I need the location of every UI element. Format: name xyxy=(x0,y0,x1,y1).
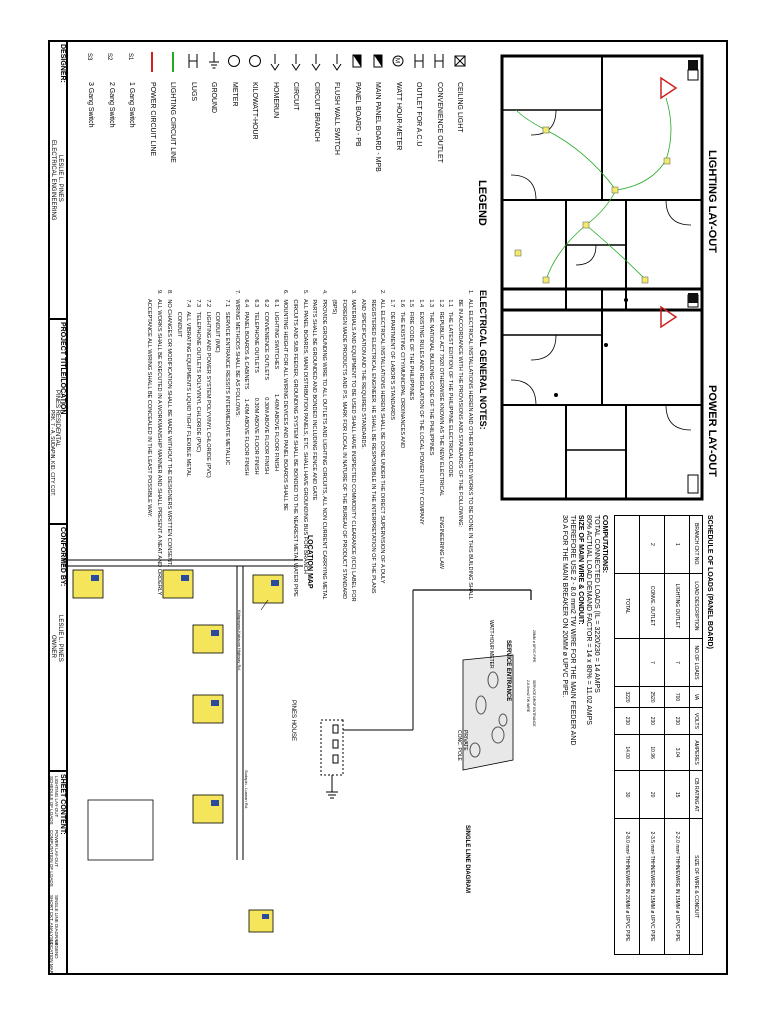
watt-hour-meter-label: WATT-HOUR METER xyxy=(488,620,494,669)
legend-item-label: 1 Gang Switch xyxy=(128,82,136,128)
note-line: AND SPECIFICATION AND THE REQUIRED STANDARDS. xyxy=(359,290,366,449)
computation-line: SIZE OF MAIN WIRE & CONDUIT: xyxy=(576,515,584,625)
note-line: 6.2 CONVENIENCE OUTLETS 0.30M ABOVE FLOOR FINISH xyxy=(262,290,269,475)
note-line: 4. PROVIDE GROUNDING WIRE TO ALL OUTLETS AND LIGHTING CIRCUITS, ALL NON CURRENT CARRYING METAL xyxy=(321,290,328,600)
note-line: 3. MATERIALS AND EQUIPMENT TO BE USED SHALL HAVE INSPECTED COMMODITY CLEARANCE (ICC) LABEL FOR xyxy=(350,290,357,602)
note-line: 8. NO CHANGES OR MODIFICATION SHALL BE MADE WITHOUT THE DESIGNERS WRITTEN CONSENT. xyxy=(165,290,172,567)
legend-item-label: PANEL BOARD - PB xyxy=(353,82,361,147)
legend-panel xyxy=(68,50,488,290)
note-line: 1.7 DEPARTMENT OF LABOR'S STANDARDS xyxy=(389,290,396,420)
table-row xyxy=(615,516,640,955)
single-line-title: SINGLE LINE DIAGRAM xyxy=(464,825,470,894)
schedule-cell: 230 xyxy=(665,708,690,735)
note-line: 2. ALL ELECTRICAL INSTALLATIONS HEREIN SHALL BE DONE UNDER THE DIRECT SUPERVISION OF A DULY xyxy=(379,290,386,584)
schedule-cell: 15 xyxy=(665,771,690,819)
note-line: FOREIGN MADE PRODUCTS AND P.S. MARK FOR LOCAL IN NATURE OF THE BUREAU OF PRODUCT STANDARD xyxy=(340,290,347,600)
service-entrance-label: SERVICE ENTRANCE xyxy=(505,640,511,702)
sheet-content-col3 xyxy=(49,940,59,974)
schedule-table xyxy=(614,515,703,955)
table-row xyxy=(640,516,665,955)
title-block-divider xyxy=(48,770,68,772)
note-line: 6.3 TELEPHONE OUTLETS 0.30M ABOVE FLOOR FINISH xyxy=(253,290,260,475)
legend-item-label: METER xyxy=(230,82,238,107)
service-entrance-diagram xyxy=(308,530,543,960)
computations-heading: COMPUTATIONS: xyxy=(601,515,608,574)
flush-wall-switch-icon xyxy=(330,50,344,74)
legend-list xyxy=(81,50,471,290)
sheet-content-col1c xyxy=(49,776,54,825)
schedule-cell: 10.96 xyxy=(640,734,665,771)
schedule-header-cell: VA xyxy=(690,686,703,707)
svg-text:M: M xyxy=(393,58,400,63)
schedule-cell: 700 xyxy=(665,686,690,707)
sheet-content-col2 xyxy=(49,895,59,945)
legend-item xyxy=(163,50,184,290)
schedule-header-cell: VOLTS xyxy=(690,708,703,735)
legend-item xyxy=(101,50,122,290)
main-panel-board-icon xyxy=(371,50,385,74)
pines-house-label: PINES HOUSE xyxy=(290,700,296,742)
sheet-content-item: SHORT CKT. ANALYSIS xyxy=(48,895,54,945)
note-line: ACCEPTANCE ALL WIRING SHALL BE CONCEALED IN THE LEAST POSSIBLE WAY. xyxy=(146,290,153,518)
legend-item xyxy=(183,50,204,290)
legend-item-label: WATT HOUR-METER xyxy=(394,82,402,151)
power-circuit-line-icon xyxy=(145,50,159,74)
legend-item xyxy=(245,50,266,290)
schedule-cell xyxy=(615,639,640,687)
note-line: 1.6 THE EXISTING CITY/MUNICIPAL ORDINANCES AND xyxy=(398,290,405,449)
sheet-content-item: POWER LAY-OUT xyxy=(54,830,59,868)
note-line: 1.5 FIRE CODE OF THE PHILIPPINES xyxy=(408,290,415,401)
svg-text:S3: S3 xyxy=(85,53,92,61)
service-small-note: 2-8.0mm2 TW WIRE xyxy=(526,680,530,713)
power-layout-title: POWER LAY-OUT xyxy=(706,385,718,477)
project-label: PROJECT TITLE/LOCATION xyxy=(59,322,66,415)
lighting-circuit-line-icon xyxy=(166,50,180,74)
legend-item xyxy=(204,50,225,290)
legend-item xyxy=(347,50,368,290)
legend-item-label: 2 Gang Switch xyxy=(107,82,115,128)
legend-item xyxy=(122,50,143,290)
schedule-cell: 3.04 xyxy=(665,734,690,771)
private-pole-label: PRIVATE CONC. POLE xyxy=(456,730,468,761)
schedule-cell: 2-8.0 mm² THHN/EWIRE IN 20MM ø UPVC PIPE xyxy=(615,819,640,955)
schedule-cell: 20 xyxy=(640,771,665,819)
legend-heading: LEGEND xyxy=(476,180,488,226)
computation-line: 80% ACTUAL LOAD DEMAND FACTOR = 14 x 80% = 11.02 AMPS xyxy=(584,515,592,725)
note-line: 7.2 LIGHTING AND POWER SYSTEM POLYVINYL CHLORIDE (PVC) xyxy=(204,290,211,478)
legend-item xyxy=(265,50,286,290)
lighting-floor-plan xyxy=(491,50,706,320)
schedule-header-cell: BRANCH CKT NO. xyxy=(690,516,703,574)
project-location: PRK. 7 - A, SUDAPIN, KID. CITY COT. xyxy=(49,410,55,497)
acu-outlet-icon xyxy=(412,50,426,74)
schedule-cell: 7 xyxy=(665,639,690,687)
legend-item-label: 3 Gang Switch xyxy=(87,82,95,128)
legend-item xyxy=(388,50,409,290)
ceiling-light-icon xyxy=(453,50,467,74)
convenience-outlet-icon xyxy=(432,50,446,74)
legend-item-label: GROUND xyxy=(210,82,218,114)
note-line: 7.3 TELEPHONE OUTLETS POLYVINYL CHLORIDE (PVC) xyxy=(194,290,201,453)
note-line: 7.4 ALL VIBRATING EQUIPMENTS LIQUID TIGHT FLEXIBLE METAL xyxy=(185,290,192,477)
circuit-icon xyxy=(289,50,303,74)
sheet-content-item: SINGLE LINE DIAGRAM xyxy=(54,895,59,946)
note-line: 6. MOUNTING HEIGHT FOR ALL WIRING DEVICES AND PANEL BOARDS SHALL BE xyxy=(282,290,289,511)
lighting-layout-title: LIGHTING LAY-OUT xyxy=(706,150,718,253)
computations-block xyxy=(560,515,608,745)
legend-item xyxy=(224,50,245,290)
schedule-cell: 7 xyxy=(640,639,665,687)
sheet-content-col1 xyxy=(54,776,59,817)
road-label-sudapin: Sudapin - Luanan Rd. xyxy=(244,770,249,809)
note-line: 1.1 THE LATEST EDITION OF THE PHILIPPINE ELECTRICAL CODE xyxy=(447,290,454,478)
schedule-cell: 230 xyxy=(640,708,665,735)
meter-icon xyxy=(227,50,241,74)
schedule-cell xyxy=(615,516,640,574)
sheet-content-item: COMPUTATION OF LOADS xyxy=(49,830,54,887)
sheet-content-item: LIGHTING LAY-OUT xyxy=(54,776,59,818)
note-line: 1. ALL ELECTRICAL INSTALLATIONS HEREIN AND OTHER RELATED WORKS TO BE DONE IN THIS BUILDING SHALL xyxy=(466,290,473,600)
note-line: 7.1 SERVICE ENTRANCE RESSITS INTERMEDIATE METALLIC xyxy=(224,290,231,466)
project-name: PINES RESIDENTAL xyxy=(54,390,60,447)
legend-item-label: MAIN PANEL BOARD - MPB xyxy=(374,82,382,172)
legend-item xyxy=(286,50,307,290)
svg-text:S1: S1 xyxy=(126,53,133,61)
note-line: CIRCUITS AND SUB FEEDER, GROUNDING SYSTEM SHALL BE BONDED TO THE NEAREST METAL WATER PIPE xyxy=(292,290,298,597)
panel-board-icon xyxy=(350,50,364,74)
schedule-header-cell: SIZE OF WIRE & CONDUIT xyxy=(690,819,703,955)
table-row xyxy=(665,516,690,955)
schedule-header-cell: AMPERES xyxy=(690,734,703,771)
legend-item-label: CONVENIENCE OUTLET xyxy=(435,82,443,163)
note-line: 5. ALL PANEL BOARDS, MAIN DISTRIBUTION PANELS, ETC. SHALL HAVE GROUNDING BUS FOR BRANCH xyxy=(301,290,308,574)
title-block-divider xyxy=(48,318,68,320)
schedule-cell: TOTAL xyxy=(615,573,640,638)
road-label-highway: Kidapawan-Kabacan Highway Rd. xyxy=(237,610,242,671)
kilowatt-hour-icon xyxy=(248,50,262,74)
note-line: 1.3 THE NATIONAL BUILDING CODE OF THE PHILIPPINES xyxy=(427,290,434,456)
computation-line: TOTAL CONNECTED LOADS (IL = 3220/230 = 14 AMPS xyxy=(592,515,600,693)
legend-item xyxy=(327,50,348,290)
schedule-cell: 14.00 xyxy=(615,734,640,771)
service-small-note: 20MM ø UPVC PIPE xyxy=(532,630,536,663)
note-line: 1.4 EXISTING RULES AND REGULATION OF THE LOCAL POWER UTILITY COMPANY xyxy=(418,290,425,525)
power-floor-plan xyxy=(491,285,706,505)
note-line: PARTS SHALL BE GROUNDED AND BONDED INCLUDING FENCE AND GATE xyxy=(311,290,318,501)
schedule-cell: 2520 xyxy=(640,686,665,707)
schedule-header-cell: CB RATING AT xyxy=(690,771,703,819)
designer-label: DESIGNER: xyxy=(59,44,66,83)
note-line: 7. WIRING METHODS SHALL BE AS FOLLOWS: xyxy=(233,290,240,417)
schedule-cell: 2-2.0 mm² THHN/EWIRE IN 15MM ø UPVC PIPE xyxy=(665,819,690,955)
schedule-header-cell: LOAD DESCRIPTION xyxy=(690,573,703,638)
notes-heading: ELECTRICAL GENERAL NOTES: xyxy=(478,290,488,430)
schedule-cell: 3220 xyxy=(615,686,640,707)
service-small-note: SERVICE DROP ENTRANCE xyxy=(532,680,536,727)
note-line: 6.1 LIGHTING SWITCHES 1.40M ABOVE FLOOR FINISH xyxy=(272,290,279,471)
legend-item-label: LIGHTING CIRCUIT LINE xyxy=(169,82,177,163)
circuit-branch-icon xyxy=(309,50,323,74)
legend-item xyxy=(450,50,471,290)
note-line: REGISTERED ELECTRICAL ENGINEER. HE SHALL BE RESPONSIBLE IN THE INTERPRETATION OF THE PLANS xyxy=(369,290,376,594)
legend-item-label: LUGS xyxy=(189,82,197,102)
legend-item xyxy=(368,50,389,290)
note-line: 1.2 REPUBLIC ACT 7920 OTHERWISE KNOWN AS THE NEW ELECTRICAL ENGINEERING LAW xyxy=(437,290,444,570)
note-line: (BPS) xyxy=(330,290,337,315)
note-line: 9. ALL WORKS SHALL BE EXECUTED IN A WORKMANSHIP MANNER AND SHALL PRESENT A NEAT AND ORDERLY xyxy=(156,290,163,596)
location-map xyxy=(58,530,303,960)
legend-item xyxy=(429,50,450,290)
note-line: 6.4 PANEL BOARDS & CABINETS 1.40M ABOVE FLOOR FINISH xyxy=(243,290,250,476)
schedule-cell: 230 xyxy=(615,708,640,735)
three-gang-switch-icon xyxy=(84,50,98,74)
note-line: BE IN ACCORDANCE WITH THE PROVISIONS AND STANDARDS OF THE FOLLOWING: xyxy=(456,290,463,528)
two-gang-switch-icon xyxy=(104,50,118,74)
schedule-title: SCHEDULE OF LOADS (PANEL BOARD) xyxy=(706,515,713,649)
sheet-content-item: SCHEDULE OF LOADS xyxy=(49,776,54,825)
ground-icon xyxy=(207,50,221,74)
note-line: CONDUIT xyxy=(175,290,182,338)
schedule-cell: CONVE. OUTLET xyxy=(640,573,665,638)
sheet-content-col1d xyxy=(49,830,54,887)
legend-item xyxy=(81,50,102,290)
computation-line: THEREFORE USE 2 - 8.0 mm2 TW WIRE FOR THE MAIN FEEDER AND xyxy=(568,515,576,746)
legend-item-label: FLUSH WALL SWITCH xyxy=(333,82,341,155)
computation-line: 30 A FOR THE MAIN BREAKER ON 20MM ø UPVC PIPE. xyxy=(560,515,568,698)
homerun-icon xyxy=(268,50,282,74)
schedule-cell: LIGHTING OUTLET xyxy=(665,573,690,638)
sheet-content-col1b xyxy=(54,830,59,867)
legend-item-label: CEILING LIGHT xyxy=(456,82,464,133)
designer-name: LESLIE L. PINES xyxy=(57,155,63,202)
conformed-label: CONFORMED BY: xyxy=(59,527,66,587)
schedule-header-row xyxy=(690,516,703,955)
legend-item xyxy=(142,50,163,290)
legend-item-label: HOMERUN xyxy=(271,82,279,119)
schedule-cell: 30 xyxy=(615,771,640,819)
owner-role: OWNER xyxy=(50,635,56,658)
note-line: CONDUIT (IMC) xyxy=(214,290,221,353)
legend-item xyxy=(409,50,430,290)
location-map-title: LOCATION MAP xyxy=(306,535,313,589)
legend-item xyxy=(306,50,327,290)
schedule-cell: 2 xyxy=(640,516,665,574)
legend-item-label: OUTLET FOR A.C.U xyxy=(415,82,423,147)
legend-item-label: CIRCUIT BRANCH xyxy=(312,82,320,142)
schedule-cell: 1 xyxy=(665,516,690,574)
schedule-cell: 2-3.5 mm² THHN/EWIRE IN 15MM ø UPVC PIPE xyxy=(640,819,665,955)
watt-hour-meter-icon xyxy=(391,50,405,74)
title-block-top-line xyxy=(67,40,69,975)
owner-name: LESLIE L. PINES xyxy=(57,615,63,662)
schedule-header-cell: NO.OF LOADS xyxy=(690,639,703,687)
designer-role: ELECTRICAL ENGINEERING xyxy=(50,140,56,221)
one-gang-switch-icon xyxy=(125,50,139,74)
sheet-content-label: SHEET CONTENT: xyxy=(59,774,66,835)
svg-text:S2: S2 xyxy=(106,53,113,61)
legend-item-label: POWER CIRCUIT LINE xyxy=(148,82,156,157)
sheet-content-item: LEGEND xyxy=(54,940,59,959)
legend-item-label: KILOWATT-HOUR xyxy=(251,82,259,140)
legend-item-label: CIRCUIT xyxy=(292,82,300,111)
sheet-content-item: LOCATION MAP xyxy=(48,940,54,974)
lugs-icon xyxy=(186,50,200,74)
title-block-divider xyxy=(48,523,68,525)
